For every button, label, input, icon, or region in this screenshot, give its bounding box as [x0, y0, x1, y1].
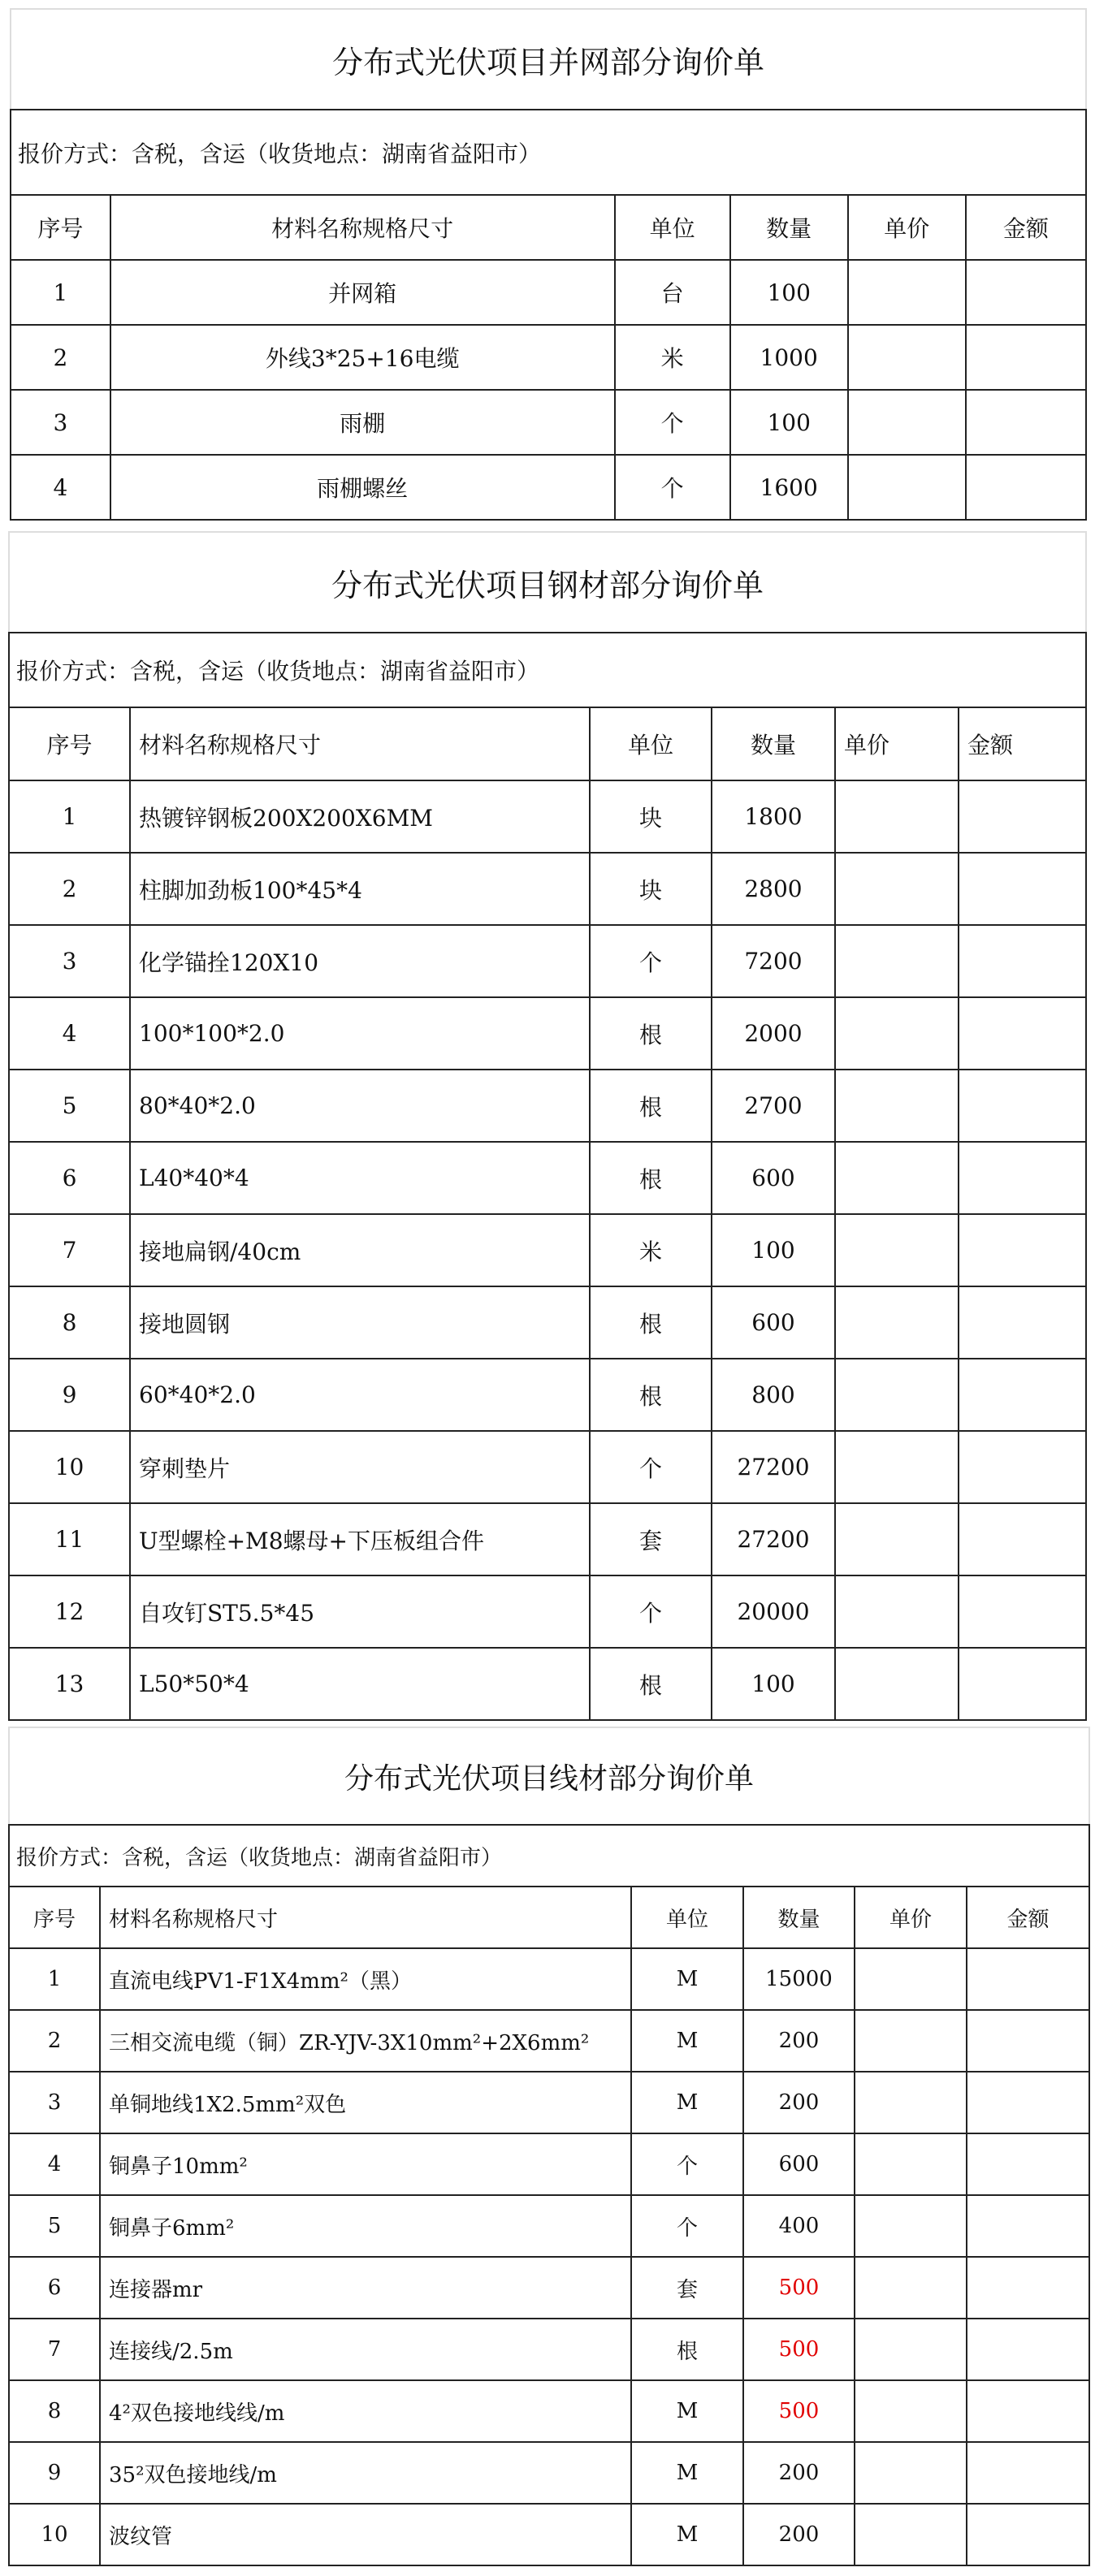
sheet-grid-connection	[10, 8, 1087, 521]
row-material: 雨棚	[110, 390, 615, 455]
row-material: 直流电线PV1-F1X4mm²（黑）	[100, 1948, 631, 2010]
row-unit: 根	[590, 997, 712, 1070]
row-unit-price[interactable]	[835, 1431, 959, 1503]
row-unit-price[interactable]	[848, 455, 966, 520]
header-amount: 金额	[959, 707, 1086, 780]
row-material: 60*40*2.0	[130, 1359, 590, 1431]
row-material: 接地扁钢/40cm	[130, 1214, 590, 1286]
row-amount[interactable]	[959, 1648, 1086, 1720]
row-unit-price[interactable]	[835, 1142, 959, 1214]
row-unit: 个	[615, 455, 730, 520]
row-unit-price[interactable]	[835, 1286, 959, 1359]
table-row	[9, 2072, 1089, 2133]
table-row	[9, 1575, 1086, 1648]
row-unit-price[interactable]	[835, 1503, 959, 1575]
quote-table-grid	[10, 8, 1087, 521]
header-unit: 单位	[615, 195, 730, 260]
row-material: 铜鼻子6mm²	[100, 2195, 631, 2257]
row-quantity: 2000	[712, 997, 835, 1070]
table-row	[9, 853, 1086, 925]
row-index: 1	[9, 780, 130, 853]
row-amount[interactable]	[967, 2257, 1089, 2319]
row-index: 11	[9, 1503, 130, 1575]
row-material: 热镀锌钢板200X200X6MM	[130, 780, 590, 853]
row-quantity: 100	[712, 1648, 835, 1720]
quote-method: 报价方式：含税，含运（收货地点：湖南省益阳市）	[9, 1825, 1089, 1887]
row-unit-price[interactable]	[855, 1948, 967, 2010]
header-quantity: 数量	[730, 195, 848, 260]
row-unit-price[interactable]	[855, 2257, 967, 2319]
row-index: 2	[9, 2010, 100, 2072]
row-quantity: 100	[730, 260, 848, 325]
row-unit: 套	[590, 1503, 712, 1575]
row-material: 并网箱	[110, 260, 615, 325]
row-index: 4	[9, 997, 130, 1070]
row-quantity: 20000	[712, 1575, 835, 1648]
sheet-steel	[8, 531, 1085, 1721]
header-material: 材料名称规格尺寸	[130, 707, 590, 780]
row-quantity: 800	[712, 1359, 835, 1431]
row-unit: 根	[590, 1359, 712, 1431]
table-row	[9, 1431, 1086, 1503]
row-index: 6	[9, 1142, 130, 1214]
row-amount[interactable]	[967, 2504, 1089, 2565]
row-quantity: 27200	[712, 1431, 835, 1503]
table-row	[9, 2442, 1089, 2504]
row-material: 雨棚螺丝	[110, 455, 615, 520]
row-unit: 块	[590, 780, 712, 853]
row-unit: 个	[631, 2133, 743, 2195]
row-index: 10	[9, 2504, 100, 2565]
table-row	[9, 1142, 1086, 1214]
row-unit: 根	[590, 1070, 712, 1142]
row-index: 9	[9, 2442, 100, 2504]
header-index: 序号	[9, 707, 130, 780]
row-index: 8	[9, 2380, 100, 2442]
row-quantity: 200	[743, 2504, 855, 2565]
row-index: 7	[9, 1214, 130, 1286]
row-unit-price[interactable]	[855, 2195, 967, 2257]
table-row	[9, 1286, 1086, 1359]
row-index: 4	[11, 455, 110, 520]
table-row	[9, 1359, 1086, 1431]
sheet-title: 分布式光伏项目并网部分询价单	[11, 9, 1086, 110]
row-material: L40*40*4	[130, 1142, 590, 1214]
row-quantity: 1600	[730, 455, 848, 520]
row-unit-price[interactable]	[835, 1070, 959, 1142]
row-amount[interactable]	[967, 2195, 1089, 2257]
row-quantity: 400	[743, 2195, 855, 2257]
row-material: 连接器mr	[100, 2257, 631, 2319]
table-row	[9, 997, 1086, 1070]
row-unit: 块	[590, 853, 712, 925]
header-quantity: 数量	[712, 707, 835, 780]
row-unit-price[interactable]	[835, 1359, 959, 1431]
row-amount[interactable]	[967, 2319, 1089, 2380]
row-unit-price[interactable]	[848, 260, 966, 325]
row-index: 7	[9, 2319, 100, 2380]
row-amount[interactable]	[967, 2133, 1089, 2195]
row-unit: 套	[631, 2257, 743, 2319]
row-unit-price[interactable]	[855, 2442, 967, 2504]
row-index: 8	[9, 1286, 130, 1359]
row-unit: 根	[631, 2319, 743, 2380]
row-amount[interactable]	[959, 1575, 1086, 1648]
row-amount[interactable]	[959, 853, 1086, 925]
row-unit-price[interactable]	[835, 925, 959, 997]
row-material: 接地圆钢	[130, 1286, 590, 1359]
sheet-title: 分布式光伏项目线材部分询价单	[9, 1727, 1089, 1825]
row-index: 3	[11, 390, 110, 455]
header-unit-price: 单价	[855, 1887, 967, 1948]
table-row	[9, 2133, 1089, 2195]
row-unit-price[interactable]	[835, 1214, 959, 1286]
row-index: 3	[9, 2072, 100, 2133]
row-quantity: 100	[712, 1214, 835, 1286]
row-amount[interactable]	[967, 2072, 1089, 2133]
row-quantity-highlighted: 500	[743, 2319, 855, 2380]
row-index: 2	[9, 853, 130, 925]
row-amount[interactable]	[959, 1359, 1086, 1431]
row-quantity-highlighted: 500	[743, 2257, 855, 2319]
table-row	[9, 2010, 1089, 2072]
table-row	[11, 390, 1086, 455]
row-material: 穿刺垫片	[130, 1431, 590, 1503]
row-unit-price[interactable]	[855, 2380, 967, 2442]
header-index: 序号	[9, 1887, 100, 1948]
row-unit: M	[631, 2442, 743, 2504]
row-unit-price[interactable]	[855, 2010, 967, 2072]
row-amount[interactable]	[959, 1286, 1086, 1359]
row-index: 5	[9, 2195, 100, 2257]
row-material: 波纹管	[100, 2504, 631, 2565]
row-unit: M	[631, 2010, 743, 2072]
header-amount: 金额	[966, 195, 1086, 260]
row-quantity: 7200	[712, 925, 835, 997]
row-material: 柱脚加劲板100*45*4	[130, 853, 590, 925]
row-material: 80*40*2.0	[130, 1070, 590, 1142]
header-index: 序号	[11, 195, 110, 260]
row-quantity-highlighted: 500	[743, 2380, 855, 2442]
row-index: 1	[11, 260, 110, 325]
row-unit: M	[631, 2072, 743, 2133]
header-material: 材料名称规格尺寸	[110, 195, 615, 260]
header-quantity: 数量	[743, 1887, 855, 1948]
row-unit: M	[631, 2504, 743, 2565]
table-row	[9, 925, 1086, 997]
header-amount: 金额	[967, 1887, 1089, 1948]
row-quantity: 1800	[712, 780, 835, 853]
row-material: 连接线/2.5m	[100, 2319, 631, 2380]
table-row	[9, 2319, 1089, 2380]
row-amount[interactable]	[959, 997, 1086, 1070]
row-index: 6	[9, 2257, 100, 2319]
row-quantity: 600	[712, 1142, 835, 1214]
row-quantity: 27200	[712, 1503, 835, 1575]
row-amount[interactable]	[959, 780, 1086, 853]
header-unit: 单位	[631, 1887, 743, 1948]
row-unit: 米	[590, 1214, 712, 1286]
row-material: 4²双色接地线线/m	[100, 2380, 631, 2442]
table-row	[9, 2257, 1089, 2319]
row-index: 5	[9, 1070, 130, 1142]
row-material: 自攻钉ST5.5*45	[130, 1575, 590, 1648]
sheet-cables	[8, 1727, 1089, 2566]
row-unit: 个	[590, 925, 712, 997]
row-unit-price[interactable]	[835, 780, 959, 853]
row-unit: 根	[590, 1142, 712, 1214]
row-unit: 个	[590, 1431, 712, 1503]
table-row	[9, 2380, 1089, 2442]
row-unit-price[interactable]	[835, 1648, 959, 1720]
row-unit-price[interactable]	[855, 2072, 967, 2133]
quote-method: 报价方式：含税，含运（收货地点：湖南省益阳市）	[9, 633, 1086, 707]
row-amount[interactable]	[967, 2442, 1089, 2504]
row-quantity: 200	[743, 2010, 855, 2072]
row-material: 单铜地线1X2.5mm²双色	[100, 2072, 631, 2133]
row-index: 4	[9, 2133, 100, 2195]
row-unit-price[interactable]	[855, 2319, 967, 2380]
row-quantity: 200	[743, 2072, 855, 2133]
row-unit-price[interactable]	[855, 2133, 967, 2195]
table-row	[9, 1948, 1089, 2010]
table-row	[11, 455, 1086, 520]
row-material: 100*100*2.0	[130, 997, 590, 1070]
row-index: 10	[9, 1431, 130, 1503]
quote-method: 报价方式：含税，含运（收货地点：湖南省益阳市）	[11, 110, 1086, 195]
row-quantity: 600	[743, 2133, 855, 2195]
row-unit: 根	[590, 1286, 712, 1359]
row-amount[interactable]	[959, 1070, 1086, 1142]
row-amount[interactable]	[959, 925, 1086, 997]
row-material: 外线3*25+16电缆	[110, 325, 615, 390]
row-material: 铜鼻子10mm²	[100, 2133, 631, 2195]
row-material: 35²双色接地线/m	[100, 2442, 631, 2504]
row-amount[interactable]	[959, 1214, 1086, 1286]
row-quantity: 2800	[712, 853, 835, 925]
row-quantity: 15000	[743, 1948, 855, 2010]
row-amount[interactable]	[959, 1503, 1086, 1575]
table-row	[11, 325, 1086, 390]
row-amount[interactable]	[967, 2010, 1089, 2072]
row-unit: 个	[615, 390, 730, 455]
table-row	[9, 1503, 1086, 1575]
row-material: 化学锚拴120X10	[130, 925, 590, 997]
row-index: 13	[9, 1648, 130, 1720]
table-row	[9, 780, 1086, 853]
row-unit-price[interactable]	[848, 325, 966, 390]
row-quantity: 100	[730, 390, 848, 455]
quote-table-steel	[8, 531, 1087, 1721]
table-row	[11, 260, 1086, 325]
row-amount[interactable]	[967, 2380, 1089, 2442]
row-amount[interactable]	[966, 455, 1086, 520]
row-index: 9	[9, 1359, 130, 1431]
row-unit: M	[631, 1948, 743, 2010]
row-amount[interactable]	[966, 325, 1086, 390]
row-index: 12	[9, 1575, 130, 1648]
row-index: 3	[9, 925, 130, 997]
row-amount[interactable]	[959, 1431, 1086, 1503]
row-quantity: 200	[743, 2442, 855, 2504]
row-amount[interactable]	[966, 260, 1086, 325]
row-amount[interactable]	[959, 1142, 1086, 1214]
row-unit: 个	[631, 2195, 743, 2257]
header-unit-price: 单价	[835, 707, 959, 780]
row-amount[interactable]	[966, 390, 1086, 455]
table-row	[9, 2195, 1089, 2257]
row-index: 2	[11, 325, 110, 390]
row-unit-price[interactable]	[855, 2504, 967, 2565]
row-quantity: 1000	[730, 325, 848, 390]
row-material: 三相交流电缆（铜）ZR-YJV-3X10mm²+2X6mm²	[100, 2010, 631, 2072]
header-unit-price: 单价	[848, 195, 966, 260]
row-unit: M	[631, 2380, 743, 2442]
row-unit: 个	[590, 1575, 712, 1648]
row-material: L50*50*4	[130, 1648, 590, 1720]
row-unit: 台	[615, 260, 730, 325]
table-row	[9, 2504, 1089, 2565]
row-material: U型螺栓+M8螺母+下压板组合件	[130, 1503, 590, 1575]
table-row	[9, 1214, 1086, 1286]
row-unit-price[interactable]	[848, 390, 966, 455]
header-unit: 单位	[590, 707, 712, 780]
sheet-title: 分布式光伏项目钢材部分询价单	[9, 532, 1086, 633]
table-row	[9, 1648, 1086, 1720]
quote-table-cables	[8, 1727, 1090, 2566]
row-unit-price[interactable]	[835, 1575, 959, 1648]
row-unit: 米	[615, 325, 730, 390]
row-amount[interactable]	[967, 1948, 1089, 2010]
row-unit-price[interactable]	[835, 853, 959, 925]
row-unit-price[interactable]	[835, 997, 959, 1070]
row-quantity: 600	[712, 1286, 835, 1359]
header-material: 材料名称规格尺寸	[100, 1887, 631, 1948]
row-unit: 根	[590, 1648, 712, 1720]
row-index: 1	[9, 1948, 100, 2010]
row-quantity: 2700	[712, 1070, 835, 1142]
table-row	[9, 1070, 1086, 1142]
